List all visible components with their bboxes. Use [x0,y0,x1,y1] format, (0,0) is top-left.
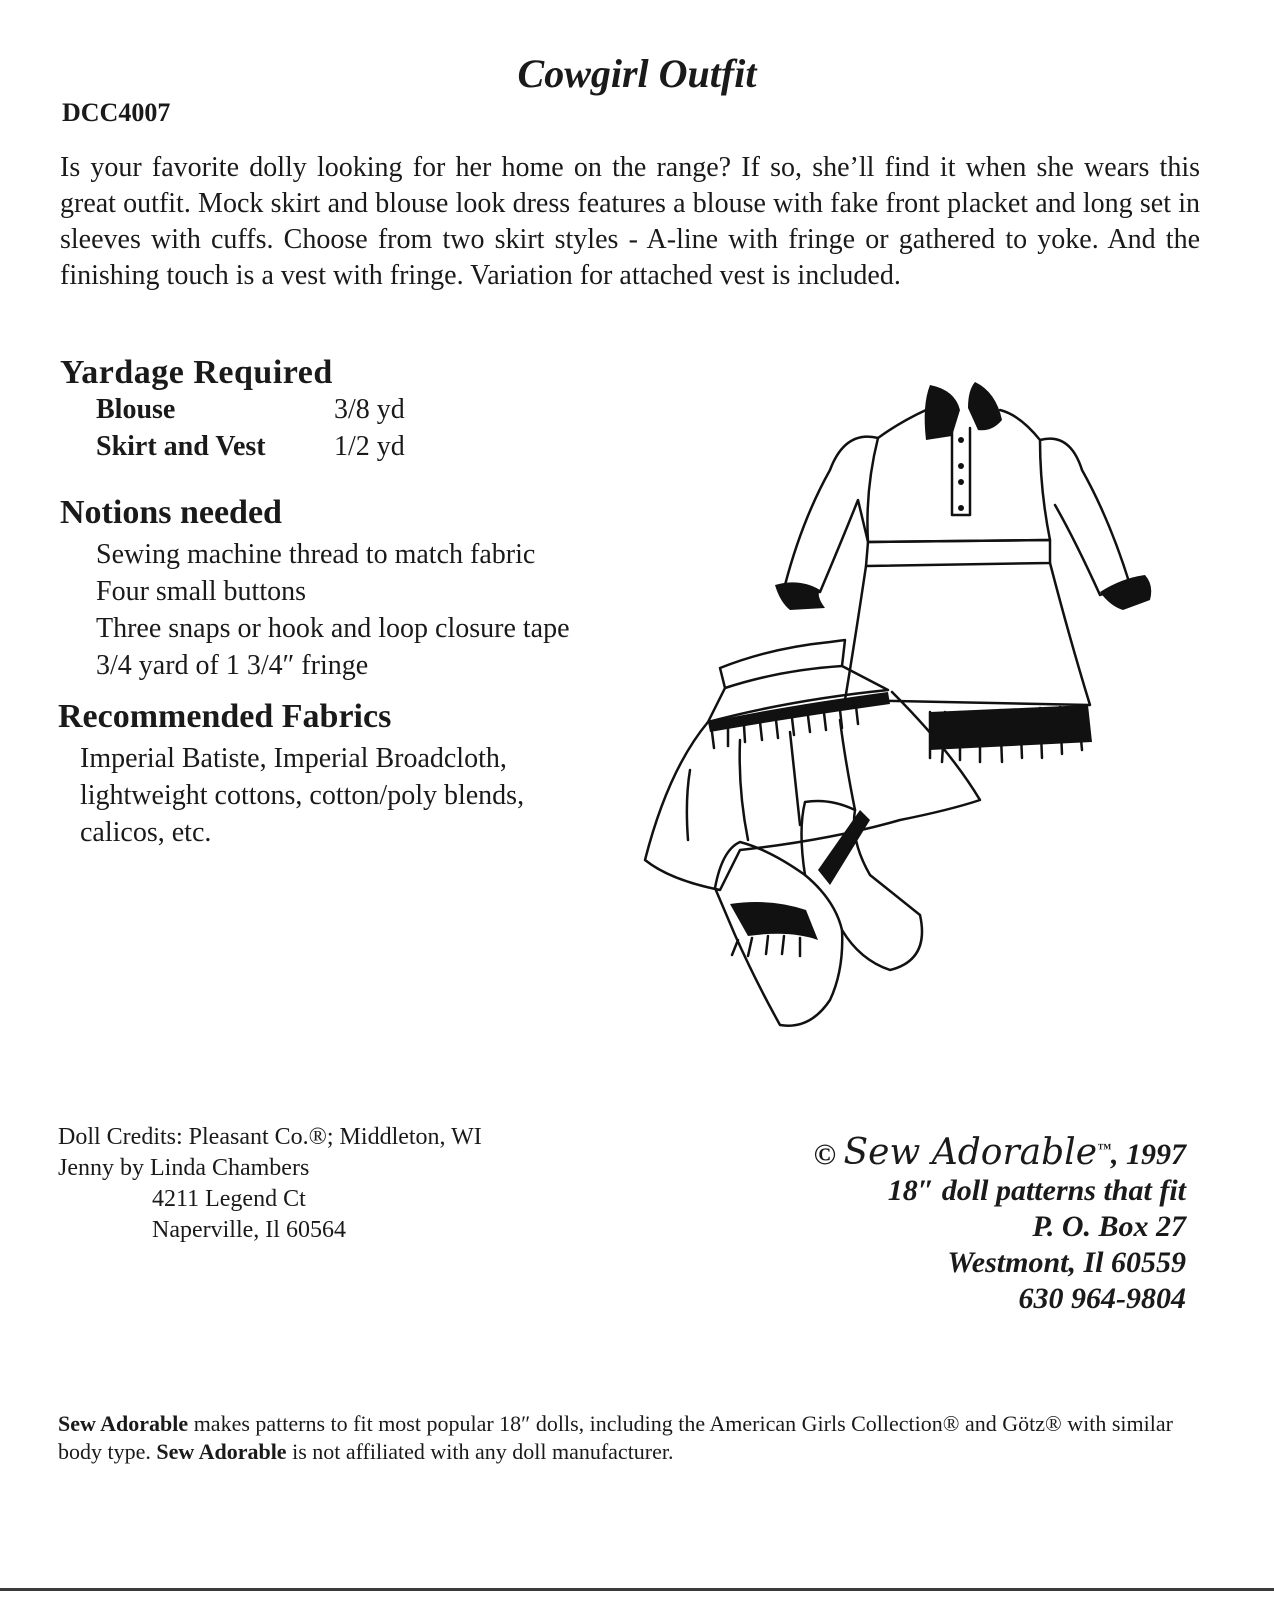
notions-list [96,536,570,684]
footer-text: makes patterns to fit most popular 18″ dolls, including the American Girls Collection® and Götz® with similar body type. [58,1411,1173,1464]
pattern-code: DCC4007 [62,98,171,127]
brand-name-line [814,1132,1186,1173]
credits-line: Naperville, Il 60564 [152,1217,346,1243]
brand-ref: Sew Adorable [156,1439,287,1464]
yardage-label: Skirt and Vest [96,431,266,462]
brand-logo: Sew Adorable [843,1132,1097,1173]
brand-city: Westmont, Il 60559 [947,1246,1186,1279]
credits-line: Jenny by Linda Chambers [58,1155,310,1181]
yardage-heading: Yardage Required [60,354,333,391]
yardage-row-skirt-vest [96,431,405,463]
copyright-symbol: © [813,1138,844,1171]
skirt-drawing [645,640,980,890]
list-item: Imperial Batiste, Imperial Broadcloth, [80,743,507,774]
description: Is your favorite dolly looking for her home on the range? If so, she’ll find it when she wears this great outfit. Mock skirt and blouse look dress features a blouse with fake front placket and long set in sleeves with cuffs. Choose from two skirt styles - A-line with fringe or gathered to yoke. And the finishing touch is a vest with fringe. Variation for attached vest is included. [60,152,1200,291]
footer-text: is not affiliated with any doll manufacturer. [286,1439,674,1464]
brand-year: , 1997 [1111,1138,1186,1171]
brand-phone: 630 964-9804 [1018,1282,1186,1315]
bottom-rule [0,1588,1274,1591]
list-item: 3/4 yard of 1 3/4″ fringe [96,650,369,681]
brand-block [814,1132,1186,1317]
doll-credits [58,1122,482,1246]
yardage-row-blouse [96,394,405,426]
yardage-label: Blouse [96,394,176,425]
trademark-symbol: ™ [1097,1142,1111,1157]
credits-line: Doll Credits: Pleasant Co.®; Middleton, WI [58,1124,482,1150]
list-item: calicos, etc. [80,817,212,848]
notions-heading: Notions needed [60,494,282,531]
cowgirl-outfit-illustration [630,370,1190,1040]
fabrics-list [80,740,524,851]
yardage-amount: 3/8 yd [334,394,405,425]
list-item: Sewing machine thread to match fabric [96,539,536,570]
list-item: lightweight cottons, cotton/poly blends, [80,780,525,811]
brand-ref: Sew Adorable [58,1411,189,1436]
credits-line: 4211 Legend Ct [152,1186,306,1212]
list-item: Three snaps or hook and loop closure tape [96,613,570,644]
fabrics-heading: Recommended Fabrics [58,698,392,735]
page-title: Cowgirl Outfit [517,51,757,96]
brand-po-box: P. O. Box 27 [1032,1210,1186,1243]
brand-tagline: 18″ doll patterns that fit [887,1174,1186,1207]
list-item: Four small buttons [96,576,307,607]
yardage-amount: 1/2 yd [334,431,405,462]
footer-disclaimer [58,1410,1198,1466]
